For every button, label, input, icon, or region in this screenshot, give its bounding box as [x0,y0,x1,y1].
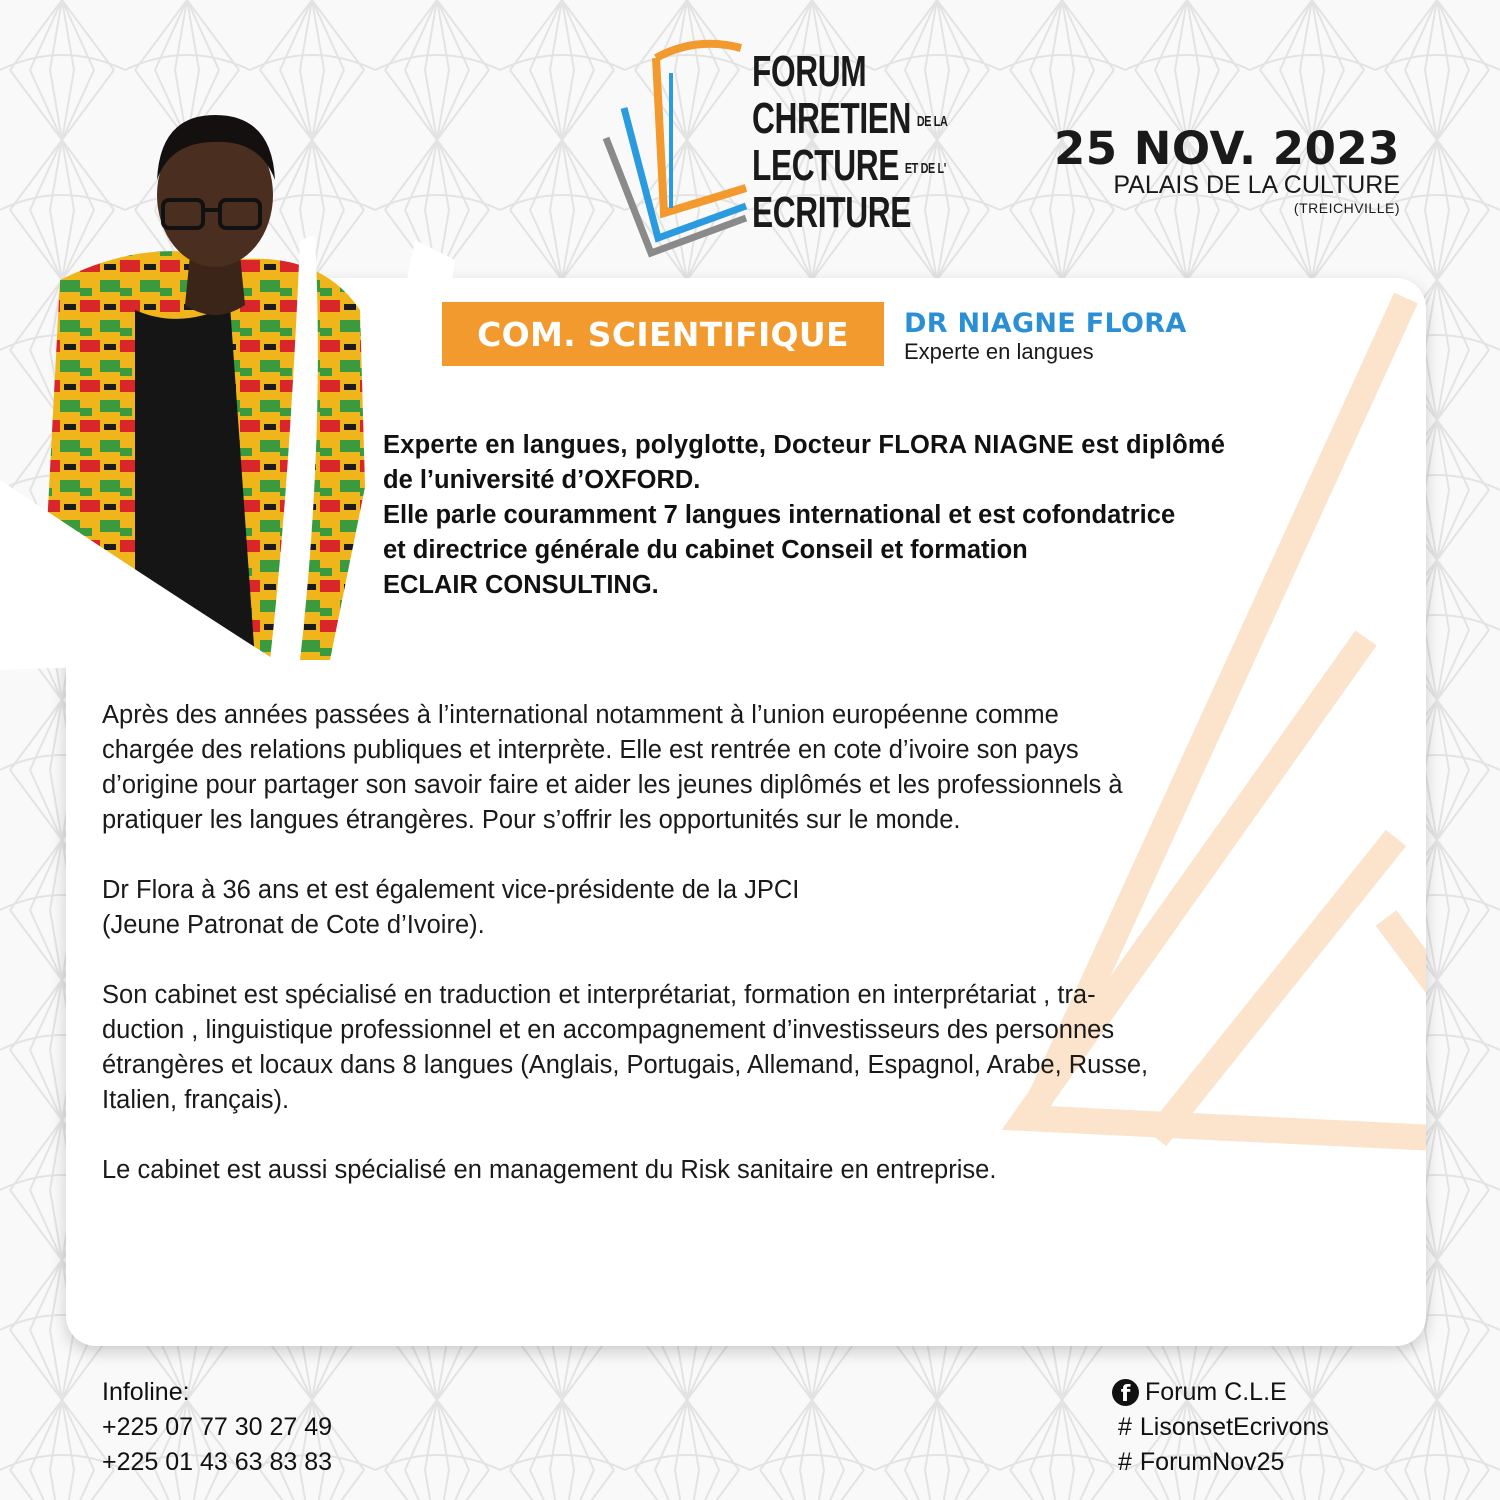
event-district: (TREICHVILLE) [1293,200,1400,216]
open-book-logo-icon [596,38,756,268]
bio-line: Après des années passées à l’international notamment à l’union européenne comme [102,701,1059,729]
bio-line: duction , linguistique professionnel et en accompagnement d’investisseurs des personnes [102,1016,1115,1044]
intro-line: Experte en langues, polyglotte, Docteur FLORA NIAGNE est diplômé [383,431,1226,459]
intro-line: ECLAIR CONSULTING. [383,571,659,599]
facebook-icon: f [1112,1379,1139,1406]
speaker-name: DR NIAGNE FLORA [904,308,1187,339]
bio-line: Son cabinet est spécialisé en traduction et interprétariat, formation en interprétariat , tra- [102,981,1096,1009]
logo-small-de-la: DE LA [916,112,948,130]
bio-line: chargée des relations publiques et interprète. Elle est rentrée en cote d’ivoire son pays [102,736,1079,764]
facebook-page-name: Forum C.L.E [1145,1378,1287,1406]
bio-line: étrangères et locaux dans 8 langues (Anglais, Portugais, Allemand, Espagnol, Arabe, Russe, [102,1051,1149,1079]
intro-line: Elle parle couramment 7 langues international et est cofondatrice [383,501,1176,529]
bio-line: pratiquer les langues étrangères. Pour s’offrir les opportunités sur le monde. [102,806,961,834]
infoline-label: Infoline: [102,1378,190,1406]
bio-line: Dr Flora à 36 ans et est également vice-présidente de la JPCI [102,876,800,904]
hashtag-forumnov25[interactable] [1112,1445,1329,1480]
logo-line-lecture: LECTURE [752,141,900,190]
hash-symbol: # [1118,1448,1132,1476]
intro-line: de l’université d’OXFORD. [383,466,701,494]
bio-line: Italien, français). [102,1086,290,1114]
bio-line: d’origine pour partager son savoir faire et aider les jeunes diplômés et les professionnels à [102,771,1123,799]
hashtag-lisonsetecrivons[interactable] [1112,1410,1329,1445]
speaker-intro [383,428,1413,603]
infoline-block [102,1375,332,1480]
logo-line-forum: FORUM [752,47,867,96]
forum-logo [596,38,948,268]
hash-symbol: # [1118,1413,1132,1441]
hashtag-text: LisonsetEcrivons [1139,1413,1329,1441]
intro-line: et directrice générale du cabinet Conseil et formation [383,536,1028,564]
bio-line: Le cabinet est aussi spécialisé en management du Risk sanitaire en entreprise. [102,1156,997,1184]
phone-number-2[interactable]: +225 01 43 63 83 83 [102,1448,333,1476]
logo-line-ecriture: ECRITURE [752,188,912,237]
logo-line-chretien: CHRETIEN [752,94,912,143]
facebook-link[interactable] [1112,1375,1329,1410]
speaker-bio [102,698,1392,1223]
bio-paragraph-cabinet [102,978,1392,1118]
event-venue: PALAIS DE LA CULTURE [1113,170,1400,199]
logo-small-et-de-l: ET DE L' [904,159,946,177]
speaker-role: Experte en langues [904,339,1094,364]
phone-number-1[interactable]: +225 07 77 30 27 49 [102,1413,333,1441]
event-info [1054,124,1400,219]
bio-paragraph-career [102,698,1392,838]
bio-paragraph-risk [102,1153,1392,1188]
bio-line: (Jeune Patronat de Cote d’Ivoire). [102,911,485,939]
committee-badge: COM. SCIENTIFIQUE [442,302,884,366]
bio-paragraph-jpci [102,873,1392,943]
social-block [1112,1375,1329,1480]
event-date: 25 NOV. 2023 [1053,122,1400,175]
hashtag-text: ForumNov25 [1139,1448,1285,1476]
